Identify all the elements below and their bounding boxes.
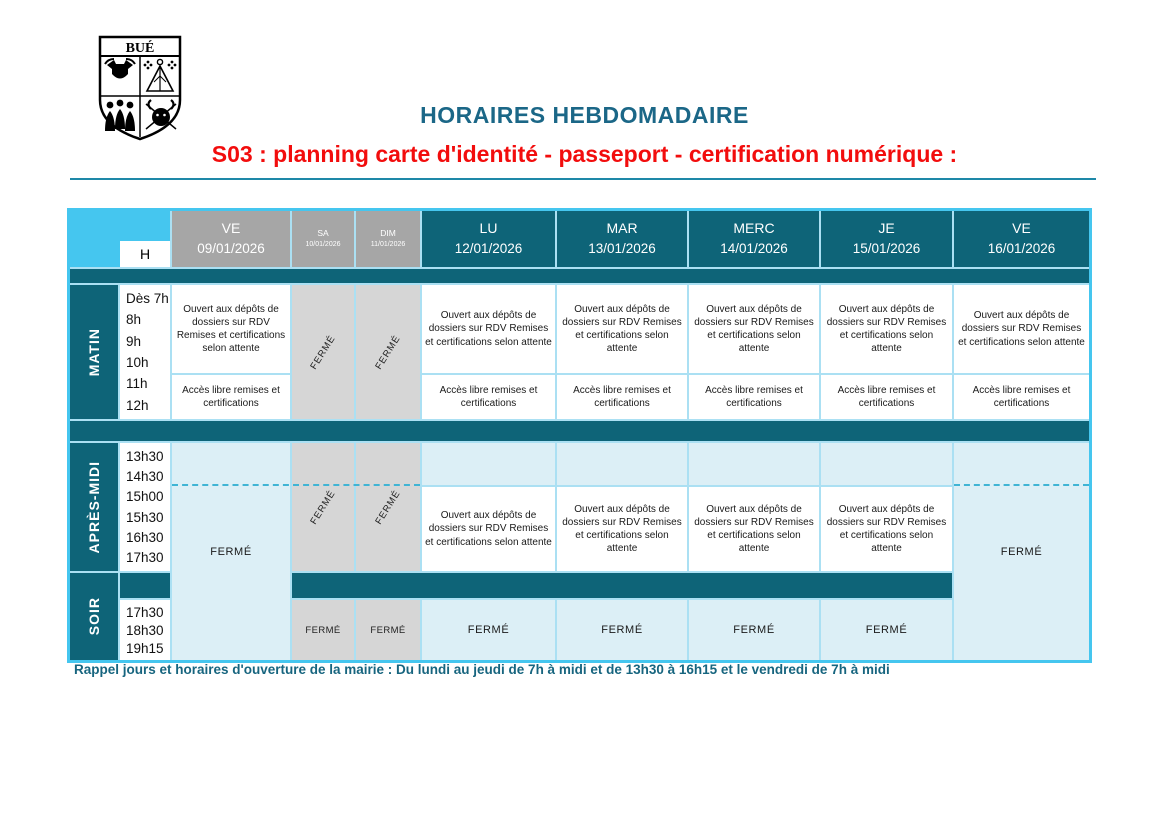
cell-soir-closed-sa: FERMÉ <box>292 600 354 660</box>
soir-hour-gap <box>120 573 170 598</box>
day-label: DIM <box>380 227 396 238</box>
cell-soir-closed-dim: FERMÉ <box>356 600 420 660</box>
cell-pm-closed-sa: FERMÉ <box>292 443 354 571</box>
cell-matin-libre-lu: Accès libre remises et certifications <box>422 375 555 419</box>
cell-matin-libre-je: Accès libre remises et certifications <box>821 375 952 419</box>
cell-matin-rdv-ve1601: Ouvert aux dépôts de dossiers sur RDV Remises et certifications selon attente <box>954 285 1089 373</box>
dashed-divider-left <box>172 484 420 486</box>
section-label-apres-midi: APRÈS-MIDI <box>70 443 118 571</box>
cell-matin-rdv-merc: Ouvert aux dépôts de dossiers sur RDV Remises et certifications selon attente <box>689 285 819 373</box>
cell-pm-rdv-merc: Ouvert aux dépôts de dossiers sur RDV Remises et certifications selon attente <box>689 487 819 571</box>
cell-matin-libre-merc: Accès libre remises et certifications <box>689 375 819 419</box>
day-header-mar <box>557 211 687 267</box>
day-label: VE <box>1012 219 1031 236</box>
footer-note: Rappel jours et horaires d'ouverture de la mairie : Du lundi au jeudi de 7h à midi et de 13h30 à 16h15 et le vendredi de 7h à midi <box>74 662 890 677</box>
day-date: 14/01/2026 <box>720 241 788 257</box>
cell-pm-soir-closed-ve0901: FERMÉ <box>172 443 290 660</box>
cell-matin-rdv-mar: Ouvert aux dépôts de dossiers sur RDV Remises et certifications selon attente <box>557 285 687 373</box>
day-date: 15/01/2026 <box>852 241 921 257</box>
cell-matin-rdv-je: Ouvert aux dépôts de dossiers sur RDV Remises et certifications selon attente <box>821 285 952 373</box>
hours-matin: Dès 7h 8h 9h 10h 11h 12h <box>120 285 170 419</box>
soir-divider-band <box>292 573 952 598</box>
day-label: SA <box>317 227 329 238</box>
cell-matin-rdv-ve0901: Ouvert aux dépôts de dossiers sur RDV Remises et certifications selon attente <box>172 285 290 373</box>
cell-soir-closed-lu: FERMÉ <box>422 600 555 660</box>
cell-pm-early-merc <box>689 443 819 485</box>
day-label: JE <box>878 219 895 236</box>
crest-text: BUÉ <box>125 41 155 56</box>
cell-matin-closed-sa: FERMÉ <box>292 285 354 419</box>
day-header-merc <box>689 211 819 267</box>
day-label: MERC <box>733 219 775 236</box>
section-divider-band <box>70 269 1089 283</box>
corner-cell <box>70 211 170 267</box>
title-divider <box>70 178 1096 180</box>
cell-pm-closed-dim: FERMÉ <box>356 443 420 571</box>
day-date: 10/01/2026 <box>305 241 341 249</box>
cell-pm-rdv-mar: Ouvert aux dépôts de dossiers sur RDV Remises et certifications selon attente <box>557 487 687 571</box>
day-header-sa <box>292 211 354 267</box>
day-header-ve-1601 <box>954 211 1089 267</box>
cell-pm-early-lu <box>422 443 555 485</box>
day-header-ve-0901 <box>172 211 290 267</box>
hours-apres-midi: 13h30 14h30 15h00 15h30 16h30 17h30 <box>120 443 170 571</box>
day-date: 11/01/2026 <box>370 241 406 249</box>
cell-soir-closed-je: FERMÉ <box>821 600 952 660</box>
day-date: 16/01/2026 <box>987 241 1056 257</box>
cell-soir-closed-mar: FERMÉ <box>557 600 687 660</box>
section-label-matin: MATIN <box>70 285 118 419</box>
day-header-lu <box>422 211 555 267</box>
day-label: VE <box>221 219 241 236</box>
cell-matin-closed-dim: FERMÉ <box>356 285 420 419</box>
day-date: 09/01/2026 <box>197 241 265 257</box>
day-label: LU <box>479 219 498 236</box>
day-header-dim <box>356 211 420 267</box>
cell-pm-early-mar <box>557 443 687 485</box>
page-title: HORAIRES HEBDOMADAIRE <box>420 102 749 128</box>
cell-matin-libre-mar: Accès libre remises et certifications <box>557 375 687 419</box>
day-label: MAR <box>606 219 638 236</box>
section-label-soir: SOIR <box>70 573 118 660</box>
cell-pm-rdv-lu: Ouvert aux dépôts de dossiers sur RDV Remises et certifications selon attente <box>422 487 555 571</box>
cell-matin-rdv-lu: Ouvert aux dépôts de dossiers sur RDV Remises et certifications selon attente <box>422 285 555 373</box>
page-subtitle: S03 : planning carte d'identité - passeport - certification numérique : <box>211 141 958 167</box>
hour-column-header: H <box>120 241 170 267</box>
day-date: 12/01/2026 <box>454 241 523 257</box>
schedule-table <box>67 208 1092 663</box>
dashed-divider-right <box>954 484 1089 486</box>
cell-matin-libre-ve0901: Accès libre remises et certifications <box>172 375 290 419</box>
section-divider-band <box>70 421 1089 441</box>
cell-pm-early-je <box>821 443 952 485</box>
day-header-je <box>821 211 952 267</box>
cell-pm-rdv-je: Ouvert aux dépôts de dossiers sur RDV Remises et certifications selon attente <box>821 487 952 571</box>
hours-soir: 17h30 18h30 19h15 <box>120 600 170 660</box>
day-date: 13/01/2026 <box>588 241 656 257</box>
cell-matin-libre-ve1601: Accès libre remises et certifications <box>954 375 1089 419</box>
cell-pm-soir-closed-ve1601: FERMÉ <box>954 443 1089 660</box>
cell-soir-closed-merc: FERMÉ <box>689 600 819 660</box>
